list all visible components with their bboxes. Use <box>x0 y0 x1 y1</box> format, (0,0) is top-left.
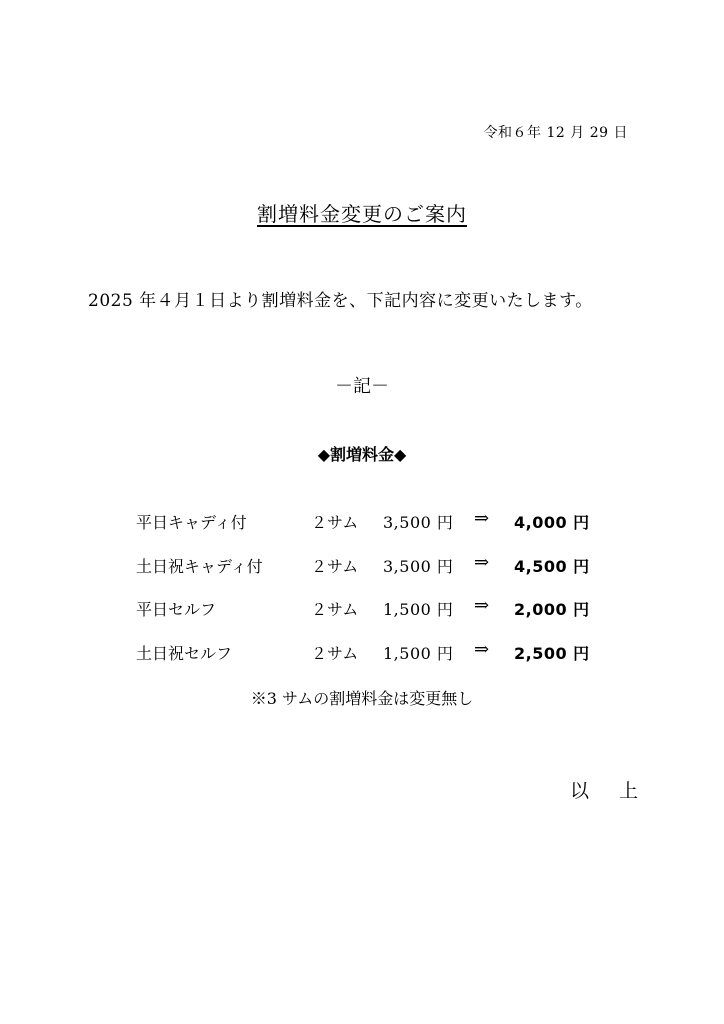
intro-text: 2025 年４月１日より割増料金を、下記内容に変更いたします。 <box>88 291 593 311</box>
rate-new-price: 4,000 円 <box>514 513 590 532</box>
rate-row <box>0 554 724 584</box>
rate-category: 土日祝キャディ付 <box>136 557 263 576</box>
rate-old-price: 3,500 円 <box>383 513 454 532</box>
rate-players: ２サム <box>311 557 359 576</box>
rate-category: 平日セルフ <box>136 600 217 619</box>
arrow-icon: ⇒ <box>474 552 490 573</box>
notice-date: 令和６年 12 月 29 日 <box>483 125 628 141</box>
rate-row <box>0 641 724 671</box>
closing-mark <box>570 776 638 803</box>
note-text: ※3 サムの割増料金は変更無し <box>250 689 474 708</box>
rate-row <box>0 510 724 540</box>
rate-old-price: 1,500 円 <box>383 644 454 663</box>
arrow-icon: ⇒ <box>474 595 490 616</box>
ki-marker: －記－ <box>335 376 389 397</box>
rate-players: ２サム <box>311 644 359 663</box>
notice-title-text: 割増料金変更のご案内 <box>257 202 467 226</box>
closing-first: 以 <box>570 780 590 802</box>
arrow-icon: ⇒ <box>474 639 490 660</box>
closing-second: 上 <box>619 780 639 802</box>
rate-old-price: 1,500 円 <box>383 600 454 619</box>
rate-new-price: 2,500 円 <box>514 644 590 663</box>
section-heading: ◆割増料金◆ <box>317 445 407 464</box>
notice-title <box>0 198 724 227</box>
rate-category: 平日キャディ付 <box>136 513 247 532</box>
rate-players: ２サム <box>311 513 359 532</box>
rate-old-price: 3,500 円 <box>383 557 454 576</box>
rate-new-price: 2,000 円 <box>514 600 590 619</box>
arrow-icon: ⇒ <box>474 508 490 529</box>
rate-players: ２サム <box>311 600 359 619</box>
rate-new-price: 4,500 円 <box>514 557 590 576</box>
rate-row <box>0 597 724 627</box>
rate-category: 土日祝セルフ <box>136 644 233 663</box>
